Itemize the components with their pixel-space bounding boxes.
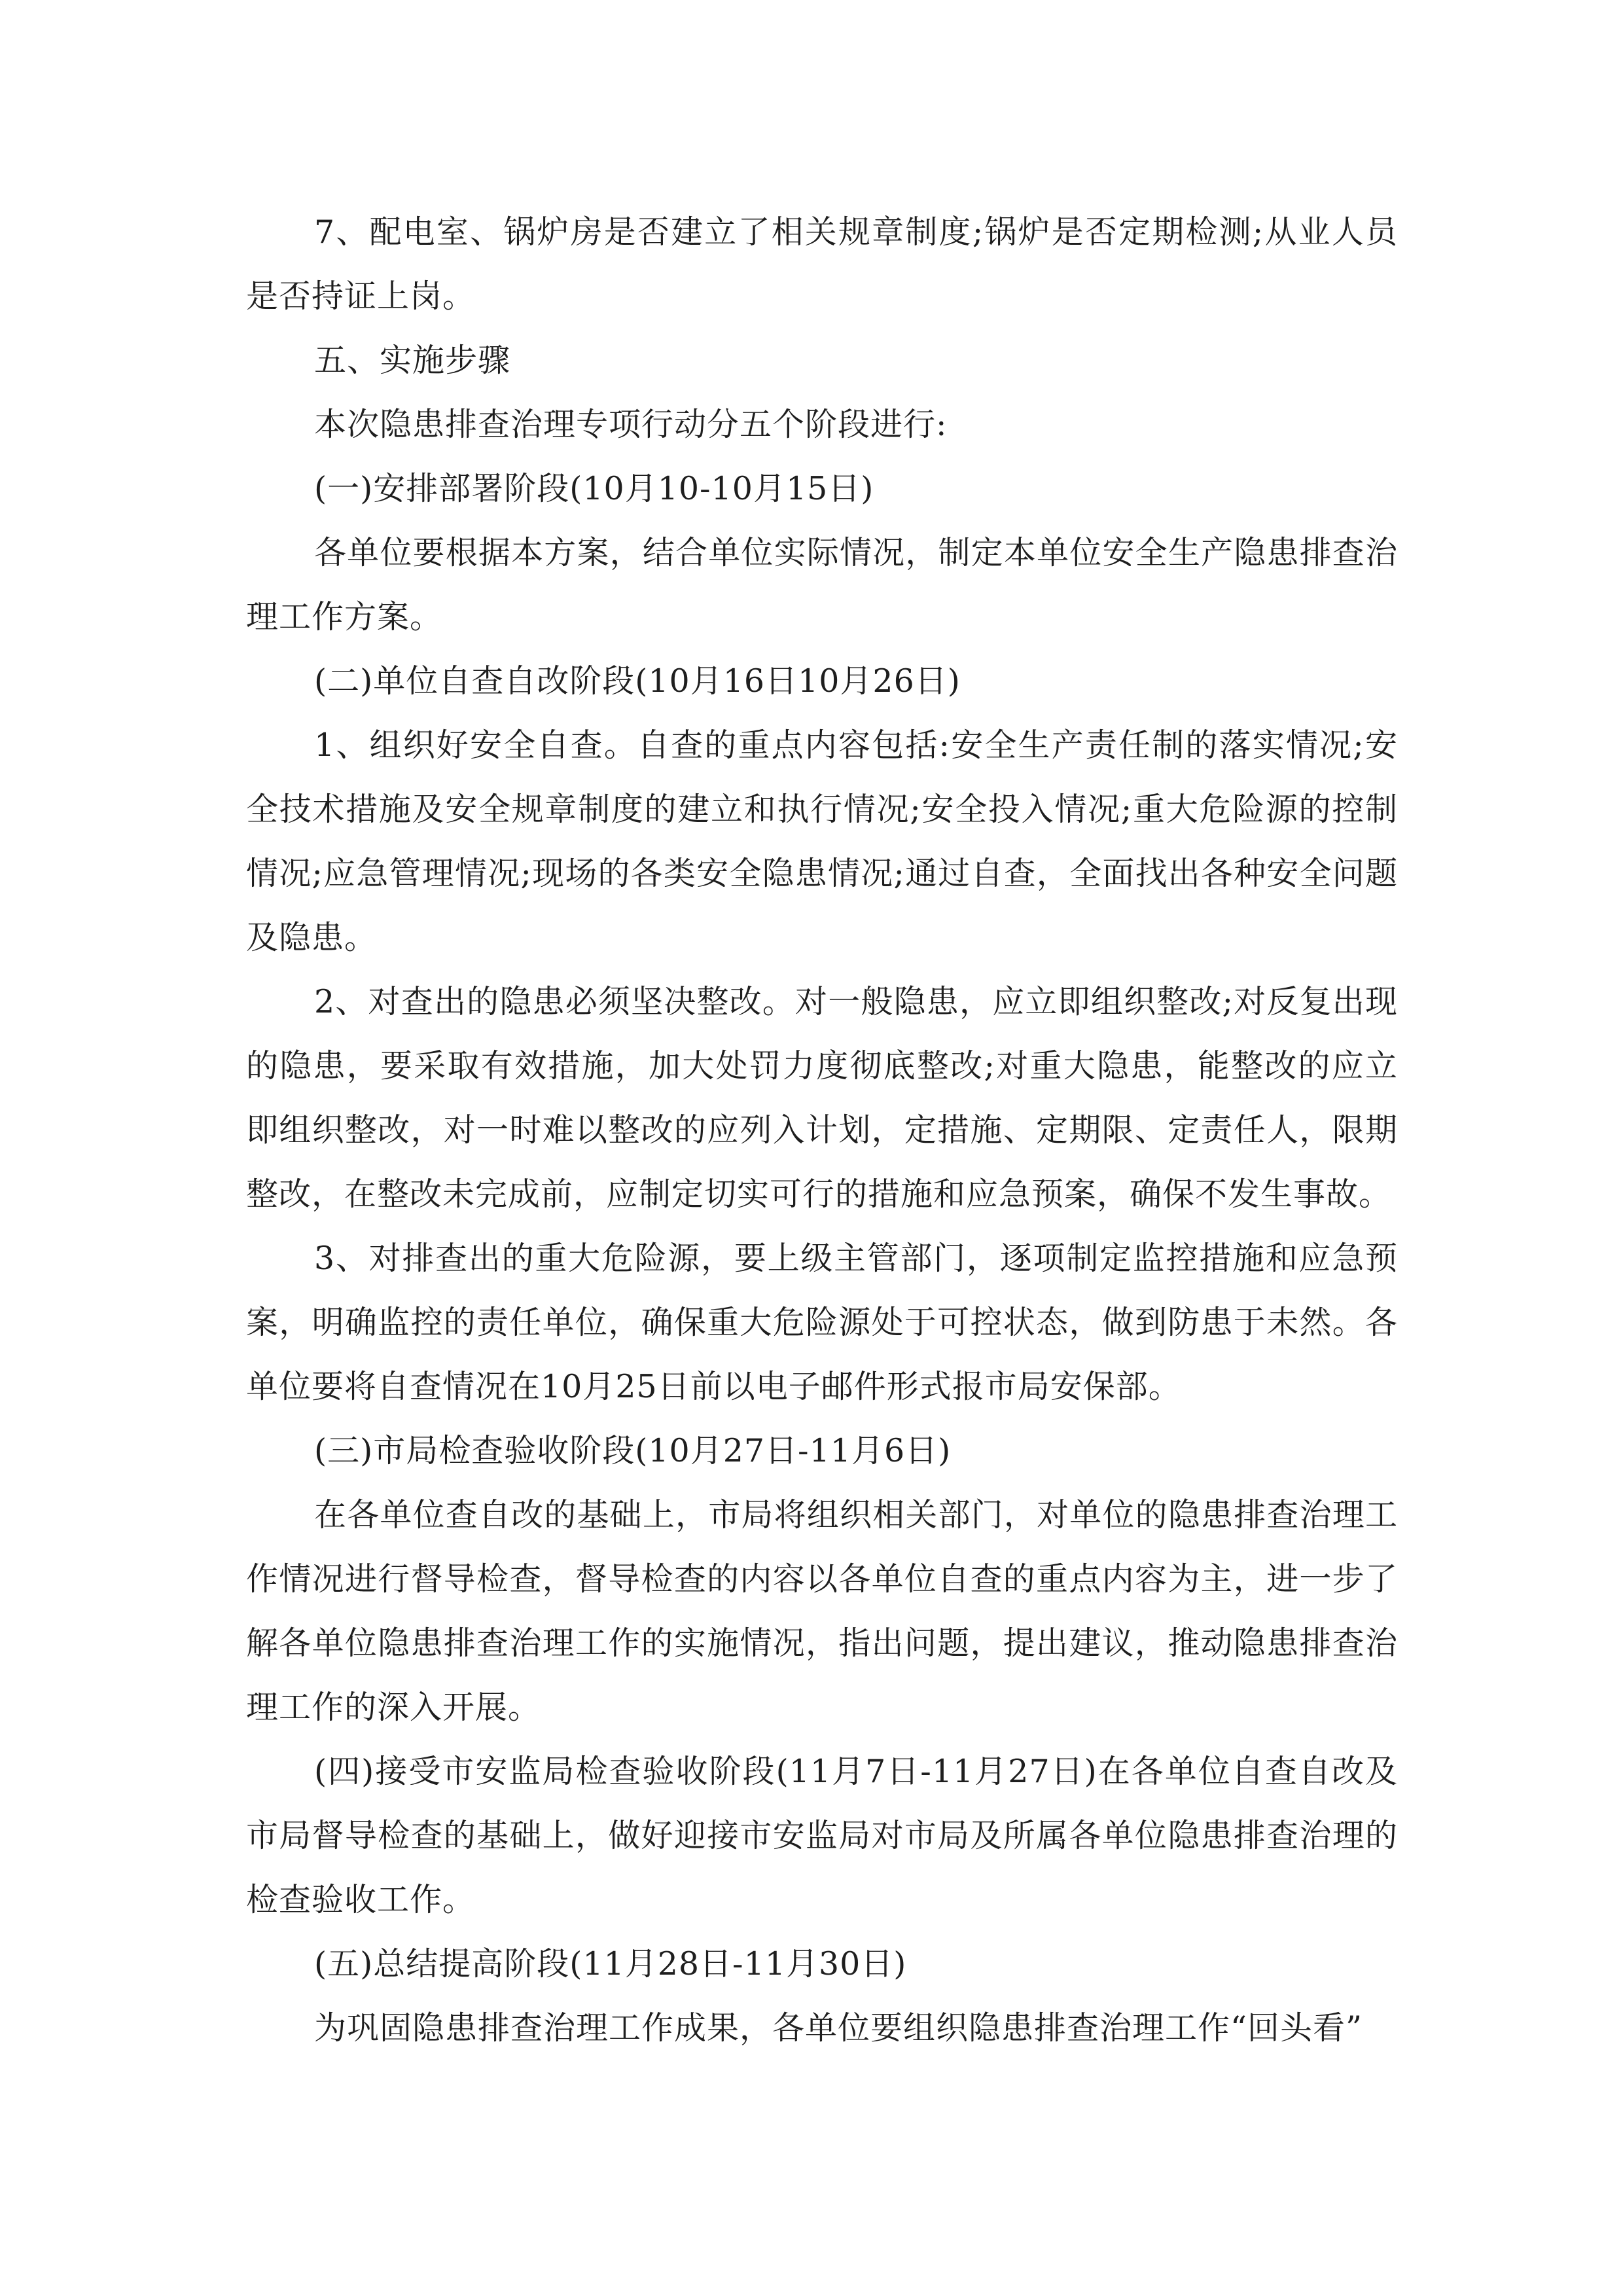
document-body	[246, 200, 1398, 2060]
paragraph-stage-4: (四)接受市安监局检查验收阶段(11月7日-11月27日)在各单位自查自改及市局督导检查的基础上，做好迎接市安监局对市局及所属各单位隐患排查治理的检查验收工作。	[246, 1753, 1398, 1918]
paragraph-self-check: 1、组织好安全自查。自查的重点内容包括:安全生产责任制的落实情况;安全技术措施及安全规章制度的建立和执行情况;安全投入情况;重大危险源的控制情况;应急管理情况;现场的各类安全隐患情况;通过自查，全面找出各种安全问题及隐患。	[246, 726, 1398, 956]
stage-heading-3: (三)市局检查验收阶段(10月27日-11月6日)	[314, 1432, 952, 1469]
paragraph-stage-3: 在各单位查自改的基础上，市局将组织相关部门，对单位的隐患排查治理工作情况进行督导检查，督导检查的内容以各单位自查的重点内容为主，进一步了解各单位隐患排查治理工作的实施情况，指出问题，提出建议，推动隐患排查治理工作的深入开展。	[246, 1496, 1398, 1726]
stage-heading-5: (五)总结提高阶段(11月28日-11月30日)	[314, 1945, 907, 1982]
paragraph-hazard-sources: 3、对排查出的重大危险源，要上级主管部门，逐项制定监控措施和应急预案，明确监控的责任单位，确保重大危险源处于可控状态，做到防患于未然。各单位要将自查情况在10月25日前以电子邮件形式报市局安保部。	[246, 1240, 1398, 1405]
stage-heading-1: (一)安排部署阶段(10月10-10月15日)	[314, 470, 874, 507]
paragraph-item-7: 7、配电室、锅炉房是否建立了相关规章制度;锅炉是否定期检测;从业人员是否持证上岗。	[246, 213, 1398, 315]
paragraph-stage-5: 为巩固隐患排查治理工作成果，各单位要组织隐患排查治理工作“回头看”	[314, 2009, 1363, 2047]
paragraph-stages-intro: 本次隐患排查治理专项行动分五个阶段进行:	[314, 406, 948, 443]
stage-heading-2: (二)单位自查自改阶段(10月16日10月26日)	[314, 662, 961, 700]
section-heading-implementation-steps: 五、实施步骤	[314, 342, 511, 379]
paragraph-rectification: 2、对查出的隐患必须坚决整改。对一般隐患，应立即组织整改;对反复出现的隐患，要采取有效措施，加大处罚力度彻底整改;对重大隐患，能整改的应立即组织整改，对一时难以整改的应列入计划，定措施、定期限、定责任人，限期整改，在整改未完成前，应制定切实可行的措施和应急预案，确保不发生事故。	[246, 983, 1398, 1213]
paragraph-stage-1: 各单位要根据本方案，结合单位实际情况，制定本单位安全生产隐患排查治理工作方案。	[246, 534, 1398, 636]
